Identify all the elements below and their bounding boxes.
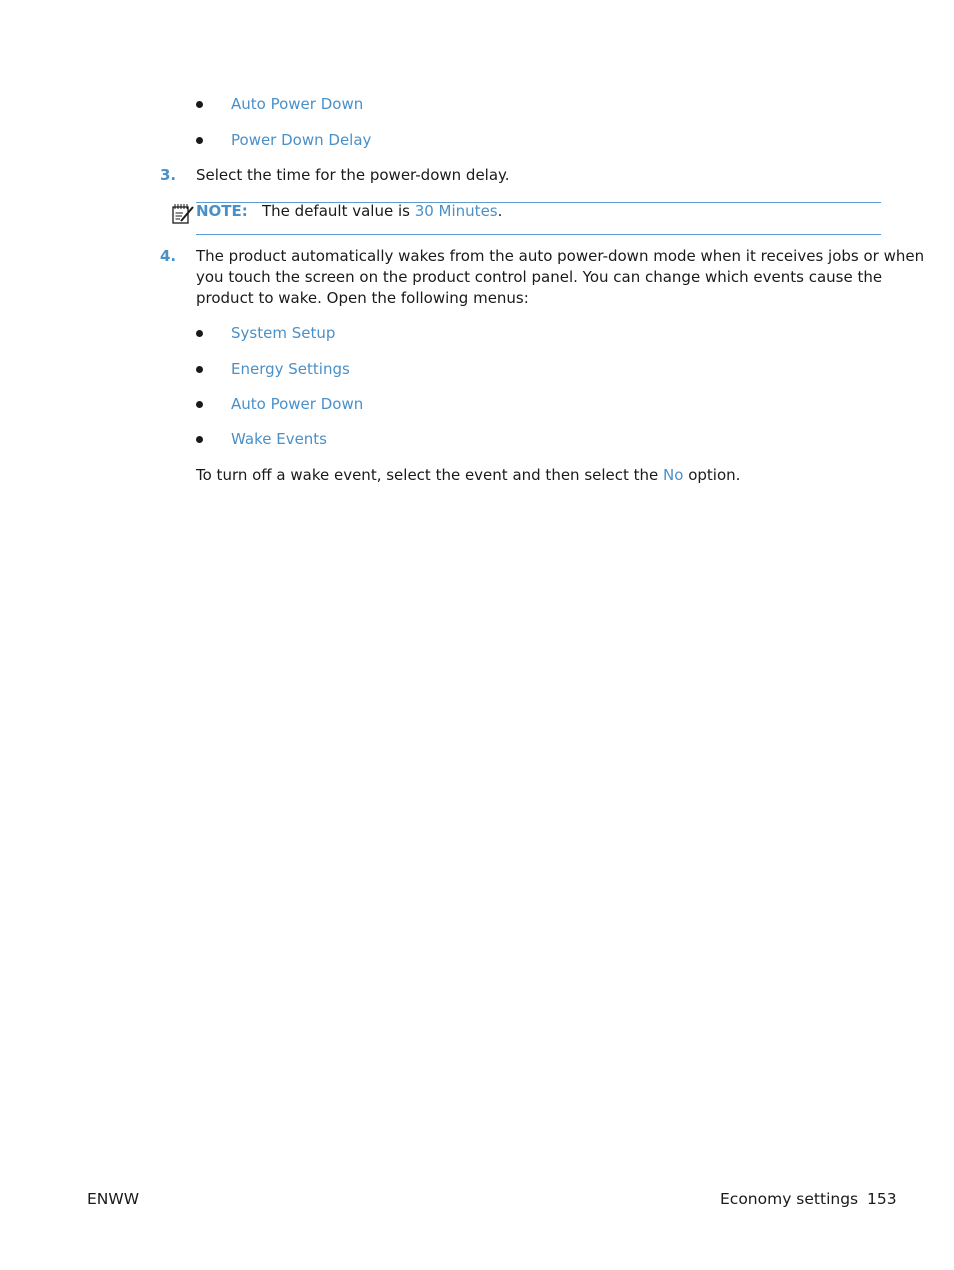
note-default-value[interactable]: 30 Minutes (414, 202, 498, 220)
menu-item-auto-power-down[interactable]: Auto Power Down (231, 95, 364, 113)
step-number: 4. (160, 247, 177, 265)
step-text: Select the time for the power-down delay. (196, 166, 510, 184)
note-text-after: . (497, 202, 503, 220)
menu-item-power-down-delay[interactable]: Power Down Delay (231, 131, 372, 149)
note-icon (171, 203, 195, 225)
menu-item-auto-power-down[interactable]: Auto Power Down (231, 395, 364, 413)
bullet-icon (196, 401, 203, 408)
step-number: 3. (160, 166, 177, 184)
bullet-icon (196, 137, 203, 144)
note-text (262, 201, 502, 221)
bullet-icon (196, 366, 203, 373)
menu-item-system-setup[interactable]: System Setup (231, 324, 336, 342)
closing-text-after: option. (683, 466, 741, 484)
note-label: NOTE: (196, 202, 248, 220)
menu-item-wake-events[interactable]: Wake Events (231, 430, 327, 448)
step-text-line: product to wake. Open the following menus: (196, 289, 529, 307)
page-number: 153 (867, 1190, 897, 1208)
footer-section: Economy settings (720, 1190, 859, 1208)
bullet-icon (196, 101, 203, 108)
footer-left: ENWW (87, 1190, 140, 1208)
menu-item-energy-settings[interactable]: Energy Settings (231, 360, 350, 378)
closing-text-before: To turn off a wake event, select the event and then select the (196, 466, 664, 484)
closing-paragraph (196, 465, 740, 486)
option-no[interactable]: No (663, 466, 684, 484)
step-text-line: The product automatically wakes from the auto power-down mode when it receives jobs or when (196, 247, 925, 265)
note-text-before: The default value is (262, 202, 415, 220)
bullet-icon (196, 330, 203, 337)
bullet-icon (196, 436, 203, 443)
step-text-line: you touch the screen on the product control panel. You can change which events cause the (196, 268, 883, 286)
